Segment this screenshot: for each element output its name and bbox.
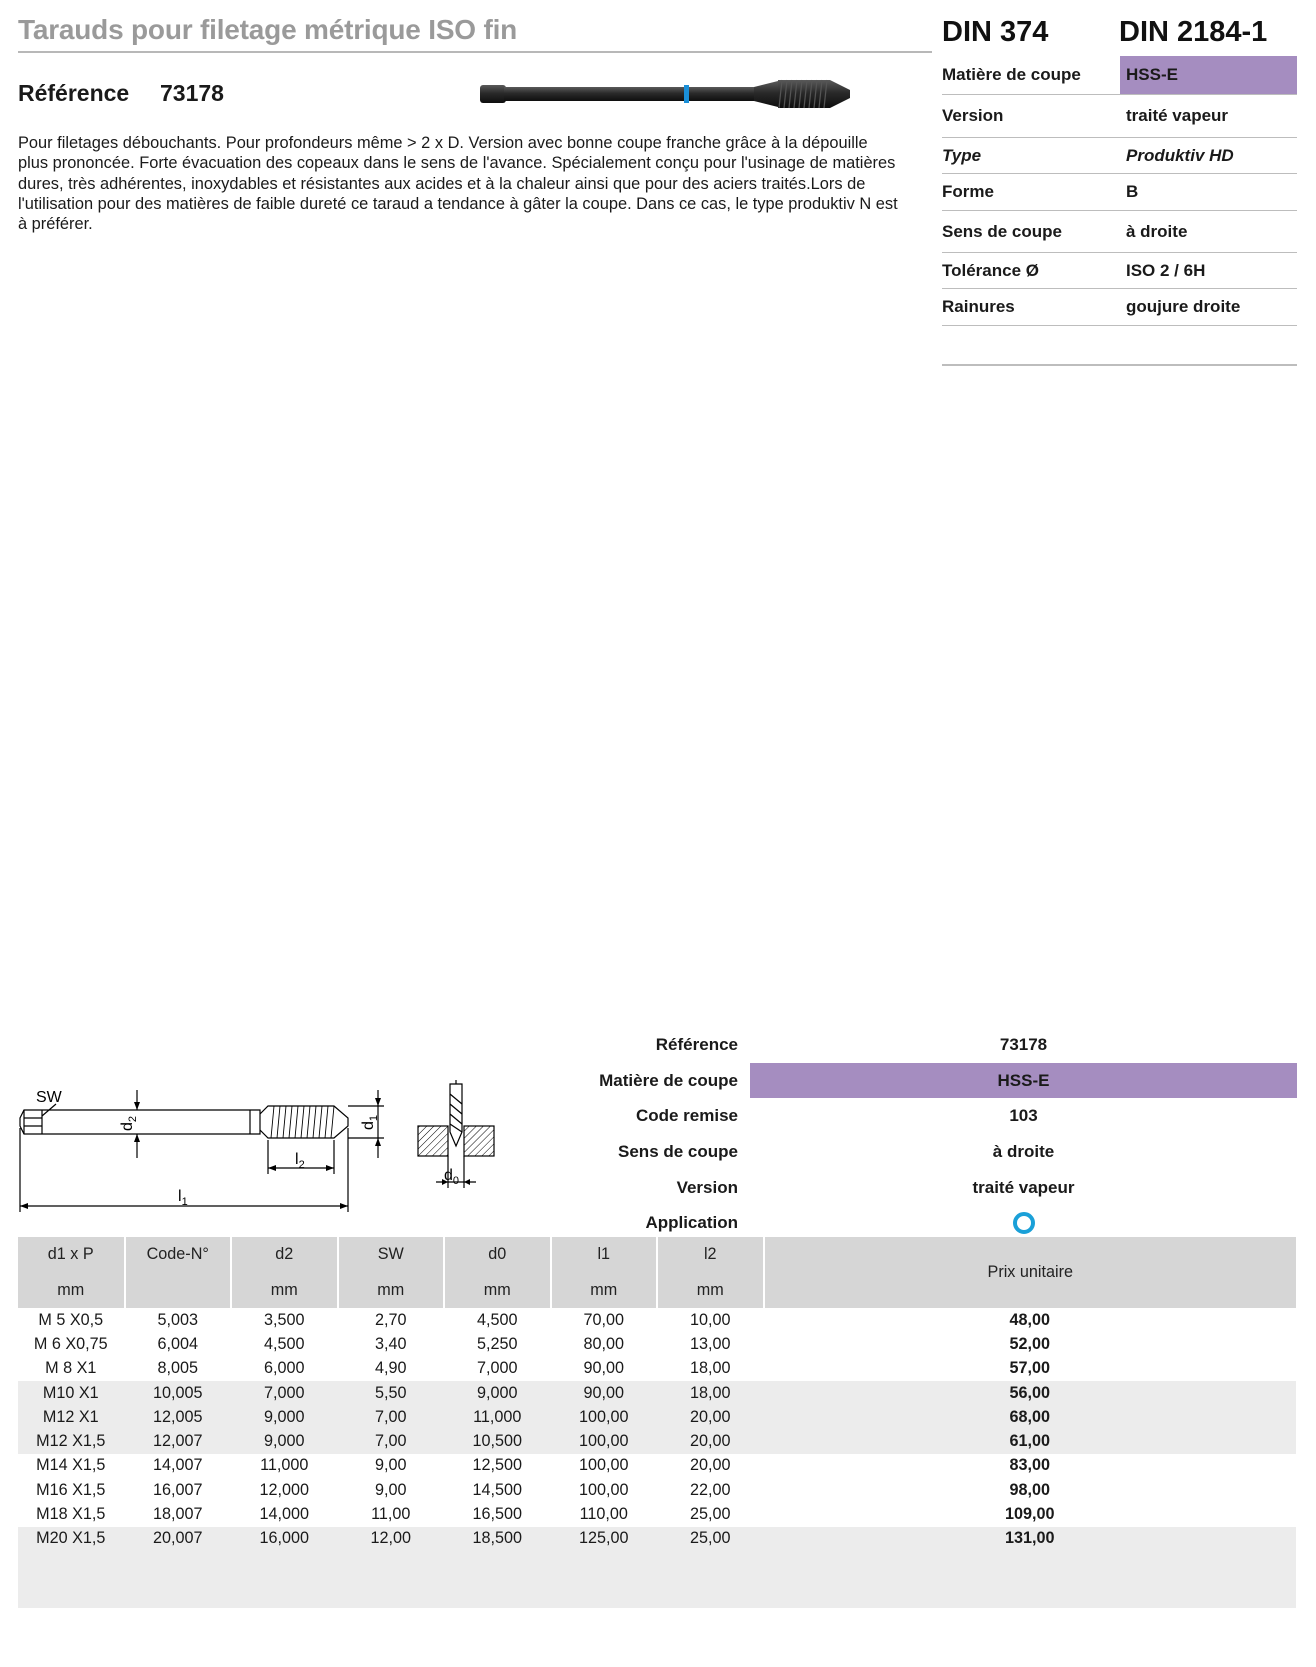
table-cell: 12,500 <box>472 1456 522 1475</box>
table-cell: 7,000 <box>476 1359 518 1378</box>
unit-header: mm <box>551 1273 658 1309</box>
table-cell: 25,00 <box>657 1527 764 1551</box>
table-cell: 9,000 <box>231 1429 338 1453</box>
label-d2: $d_2$ <box>119 1115 139 1131</box>
table-row <box>18 1332 1296 1356</box>
summary-value: HSS-E <box>750 1063 1297 1099</box>
table-cell: M16 X1,5 <box>36 1480 106 1499</box>
label-l1: $l_1$ <box>178 1188 188 1208</box>
spec-key: Rainures <box>942 297 1015 316</box>
table-cell: 6,004 <box>157 1334 198 1353</box>
table-row <box>18 1454 1296 1478</box>
table-row <box>18 1502 1296 1526</box>
summary-key: Sens de coupe <box>618 1141 738 1161</box>
table-cell: 13,00 <box>689 1334 731 1353</box>
col-header: SW <box>338 1237 445 1273</box>
table-cell: 8,005 <box>157 1359 198 1378</box>
unit-header <box>125 1273 232 1309</box>
table-cell: 4,90 <box>374 1359 407 1378</box>
table-cell: 4,500 <box>476 1310 518 1329</box>
table-cell: 7,00 <box>338 1405 445 1429</box>
table-footer-band <box>18 1551 1296 1608</box>
table-cell: 20,007 <box>125 1527 232 1551</box>
summary-key: Code remise <box>635 1106 738 1126</box>
table-cell: 12,005 <box>125 1405 232 1429</box>
article-summary <box>560 1027 1297 1241</box>
summary-value: traité vapeur <box>972 1177 1075 1197</box>
table-cell: 9,00 <box>374 1456 407 1475</box>
table-cell: 3,500 <box>263 1310 305 1329</box>
unit-header: mm <box>231 1273 338 1309</box>
spec-key: Tolérance Ø <box>942 260 1039 280</box>
spec-value: goujure droite <box>1126 297 1241 316</box>
spec-key: Type <box>942 145 982 165</box>
price-cell: 109,00 <box>1004 1505 1055 1524</box>
table-row <box>18 1405 1296 1429</box>
table-cell: 11,000 <box>260 1456 309 1475</box>
col-header: d2 <box>231 1237 338 1273</box>
table-cell: M 8 X1 <box>45 1359 97 1378</box>
table-cell: 125,00 <box>551 1527 658 1551</box>
table-cell: 20,00 <box>689 1456 731 1475</box>
table-cell: 7,000 <box>231 1381 338 1405</box>
spec-row-cutting-direction <box>942 211 1297 253</box>
table-row <box>18 1381 1296 1405</box>
table-cell: 9,000 <box>444 1381 551 1405</box>
table-cell: 14,000 <box>259 1505 309 1524</box>
reference-value: 73178 <box>160 80 224 106</box>
spec-table <box>942 56 1297 326</box>
spec-value: à droite <box>1126 221 1188 241</box>
table-cell: 90,00 <box>551 1381 658 1405</box>
table-cell: 14,007 <box>152 1456 203 1475</box>
table-row <box>18 1527 1296 1551</box>
summary-row-material <box>560 1063 1297 1099</box>
price-cell: 57,00 <box>1009 1359 1050 1378</box>
table-cell: 11,000 <box>444 1405 551 1429</box>
table-cell: 14,500 <box>472 1480 522 1499</box>
table-cell: 12,007 <box>125 1429 232 1453</box>
reference-label: Référence <box>18 80 130 106</box>
table-cell: 2,70 <box>374 1310 407 1329</box>
col-header: d0 <box>444 1237 551 1273</box>
price-cell: 56,00 <box>764 1381 1297 1405</box>
spec-value: ISO 2 / 6H <box>1126 260 1206 280</box>
table-cell: M 6 X0,75 <box>33 1334 108 1353</box>
table-cell: 70,00 <box>583 1310 624 1329</box>
table-cell: 12,000 <box>259 1480 309 1499</box>
title-divider <box>18 51 932 53</box>
spec-value: traité vapeur <box>1126 106 1229 125</box>
page-title: Tarauds pour filetage métrique ISO fin <box>18 14 518 45</box>
summary-value: 103 <box>1009 1106 1038 1126</box>
table-cell: 10,00 <box>689 1310 731 1329</box>
table-cell: 4,500 <box>263 1334 305 1353</box>
table-body <box>18 1308 1296 1608</box>
table-cell: 18,00 <box>689 1359 731 1378</box>
table-cell: 100,00 <box>551 1405 658 1429</box>
label-d0: $d_0$ <box>444 1167 460 1187</box>
table-cell: 18,500 <box>444 1527 551 1551</box>
summary-key: Version <box>676 1177 738 1197</box>
summary-key: Matière de coupe <box>599 1070 738 1090</box>
table-cell: 3,40 <box>374 1334 407 1353</box>
table-cell: 100,00 <box>578 1480 629 1499</box>
price-cell: 61,00 <box>764 1429 1297 1453</box>
col-header: Code-N° <box>125 1237 232 1273</box>
table-cell: 11,00 <box>371 1505 411 1524</box>
hole-section-drawing <box>416 1080 496 1192</box>
spec-key: Sens de coupe <box>942 221 1062 241</box>
spec-row-material <box>942 56 1297 95</box>
table-cell: 16,000 <box>231 1527 338 1551</box>
table-cell: 6,000 <box>263 1359 305 1378</box>
table-row <box>18 1429 1296 1453</box>
table-cell: 90,00 <box>583 1359 624 1378</box>
table-cell: 5,250 <box>476 1334 518 1353</box>
spec-value: HSS-E <box>1120 56 1297 94</box>
table-cell: 110,00 <box>579 1505 628 1524</box>
article-table <box>18 1237 1297 1608</box>
table-cell: 9,000 <box>231 1405 338 1429</box>
din-standard-1: DIN 374 <box>942 16 1049 48</box>
spec-key: Forme <box>942 182 994 201</box>
unit-header: mm <box>338 1273 445 1309</box>
spec-row-version <box>942 95 1297 138</box>
table-cell: 20,00 <box>657 1405 764 1429</box>
table-cell: 10,500 <box>444 1429 551 1453</box>
table-cell: 16,500 <box>472 1505 522 1524</box>
table-cell: 18,00 <box>657 1381 764 1405</box>
table-cell: 5,003 <box>157 1310 198 1329</box>
tap-dimension-drawing <box>18 1088 390 1218</box>
spec-key: Version <box>942 106 1004 125</box>
table-cell: 12,00 <box>338 1527 445 1551</box>
table-row <box>18 1478 1296 1502</box>
summary-row-reference <box>560 1027 1297 1063</box>
price-cell: 52,00 <box>1009 1334 1050 1353</box>
table-cell: M10 X1 <box>18 1381 125 1405</box>
tap-product-image <box>478 72 856 116</box>
label-l2: $l_2$ <box>295 1151 305 1171</box>
col-header: d1 x P <box>18 1237 125 1273</box>
spec-divider <box>942 364 1297 366</box>
table-cell: M20 X1,5 <box>18 1527 125 1551</box>
summary-row-cutting-direction <box>560 1134 1297 1170</box>
spec-row-flutes <box>942 289 1297 326</box>
table-cell: 18,007 <box>152 1505 203 1524</box>
table-row <box>18 1308 1296 1332</box>
table-cell: M12 X1,5 <box>18 1429 125 1453</box>
table-cell: 5,50 <box>338 1381 445 1405</box>
table-header-row <box>18 1237 1296 1273</box>
table-cell: 16,007 <box>152 1480 203 1499</box>
price-header: Prix unitaire <box>764 1237 1297 1308</box>
table-cell: 25,00 <box>689 1505 731 1524</box>
summary-row-discount-code <box>560 1098 1297 1134</box>
price-cell: 98,00 <box>1009 1480 1050 1499</box>
table-row <box>18 1357 1296 1381</box>
table-cell: M14 X1,5 <box>36 1456 106 1475</box>
label-d1: $d_1$ <box>360 1114 380 1130</box>
din-standard-2: DIN 2184-1 <box>1119 16 1268 48</box>
spec-value: Produktiv HD <box>1126 145 1234 165</box>
table-cell: 100,00 <box>551 1429 658 1453</box>
summary-key: Référence <box>655 1034 738 1054</box>
label-sw: SW <box>36 1089 62 1106</box>
unit-header: mm <box>444 1273 551 1309</box>
spec-value: B <box>1126 182 1139 201</box>
price-cell: 48,00 <box>1009 1310 1050 1329</box>
spec-row-type <box>942 138 1297 174</box>
price-cell: 83,00 <box>1009 1456 1050 1475</box>
table-cell: M12 X1 <box>18 1405 125 1429</box>
col-header: l2 <box>657 1237 764 1273</box>
summary-key: Application <box>645 1213 738 1233</box>
price-cell: 68,00 <box>764 1405 1297 1429</box>
summary-row-version <box>560 1170 1297 1206</box>
table-cell: 22,00 <box>689 1480 731 1499</box>
unit-header: mm <box>657 1273 764 1309</box>
col-header: l1 <box>551 1237 658 1273</box>
summary-value: 73178 <box>999 1034 1048 1054</box>
blue-ring-icon <box>1013 1212 1035 1234</box>
price-cell: 131,00 <box>764 1527 1297 1551</box>
table-cell: 80,00 <box>583 1334 624 1353</box>
table-cell: M18 X1,5 <box>36 1505 106 1524</box>
unit-header: mm <box>18 1273 125 1309</box>
table-cell: 20,00 <box>657 1429 764 1453</box>
table-cell: 100,00 <box>578 1456 629 1475</box>
table-cell: M 5 X0,5 <box>38 1310 104 1329</box>
table-cell: 7,00 <box>338 1429 445 1453</box>
spec-row-form <box>942 174 1297 211</box>
spec-key: Matière de coupe <box>942 65 1081 84</box>
spec-row-tolerance <box>942 253 1297 289</box>
summary-row-application <box>560 1205 1297 1241</box>
table-cell: 10,005 <box>125 1381 232 1405</box>
summary-value: à droite <box>992 1141 1055 1161</box>
product-description: Pour filetages débouchants. Pour profondeurs même > 2 x D. Version avec bonne coupe franche grâce à la dépouille plus prononcée. Forte évacuation des copeaux dans le sens de l'avance. Spécialement conçu pour l'usinage de matières dures, très adhérentes, inoxydables et résistantes aux acides et à la chaleur ainsi que pour des aciers traités.Lors de l'utilisation pour des matières de faible dureté ce taraud a tendance à gâter la coupe. Dans ce cas, le type produktiv N est à préférer. <box>18 134 898 234</box>
table-cell: 9,00 <box>374 1480 407 1499</box>
